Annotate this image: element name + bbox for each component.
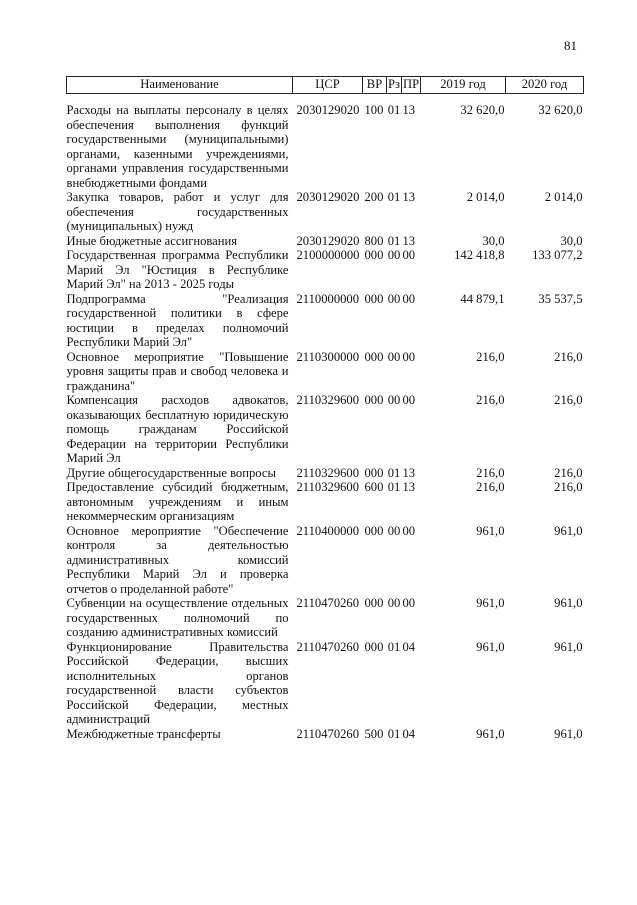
row-2019: 216,0: [476, 465, 505, 480]
row-csr: 2110000000: [296, 291, 360, 306]
row-2019: 216,0: [476, 393, 505, 407]
page-number: 81: [564, 38, 577, 53]
row-rz: 00: [387, 349, 401, 364]
table-row: [67, 248, 584, 292]
row-2020: 961,0: [554, 726, 583, 741]
row-name: Другие общегосударственные вопросы: [66, 465, 276, 480]
budget-table: [66, 76, 584, 741]
row-pr: 13: [402, 103, 416, 117]
table-row: [67, 292, 584, 350]
table-row: [67, 94, 584, 191]
row-pr: 04: [402, 639, 416, 654]
row-pr: 00: [402, 248, 416, 262]
row-2019: 44 879,1: [460, 291, 505, 306]
row-2020: 961,0: [554, 639, 583, 654]
row-2019: 961,0: [476, 639, 505, 654]
row-2020: 32 620,0: [538, 103, 583, 117]
row-vr: 600: [364, 480, 384, 494]
row-csr: 2030129020: [296, 233, 360, 248]
row-pr: 00: [402, 349, 416, 364]
row-rz: 00: [387, 393, 401, 407]
row-rz: 01: [387, 480, 401, 494]
row-2020: 216,0: [554, 393, 583, 407]
row-rz: 01: [387, 639, 401, 654]
row-vr: 500: [364, 726, 384, 741]
row-rz: 01: [387, 726, 401, 741]
row-2019: 961,0: [476, 596, 505, 610]
table-row: [67, 190, 584, 234]
row-pr: 00: [402, 393, 416, 407]
row-vr: 200: [364, 190, 384, 204]
row-2019: 216,0: [476, 349, 505, 364]
row-vr: 000: [364, 465, 384, 480]
row-csr: 2110329600: [296, 480, 360, 494]
row-2019: 30,0: [482, 233, 505, 248]
row-2019: 32 620,0: [460, 103, 505, 117]
row-2020: 961,0: [554, 596, 583, 610]
table-row: [67, 480, 584, 524]
row-rz: 01: [387, 465, 401, 480]
row-name: Закупка товаров, работ и услуг для обеспечения государственных (муниципальных) нужд: [66, 190, 289, 233]
row-2019: 142 418,8: [454, 248, 505, 262]
header-2020: 2020 год: [506, 77, 584, 94]
table-row: [67, 727, 584, 742]
row-vr: 000: [364, 349, 384, 364]
row-vr: 000: [364, 291, 384, 306]
row-name: Иные бюджетные ассигнования: [66, 233, 238, 248]
row-pr: 04: [402, 726, 416, 741]
row-2020: 961,0: [554, 523, 583, 538]
table-row: [67, 640, 584, 727]
row-2020: 216,0: [554, 480, 583, 494]
row-vr: 000: [364, 639, 384, 654]
row-2019: 2 014,0: [466, 190, 505, 204]
row-name: Межбюджетные трансферты: [66, 726, 221, 741]
row-2019: 216,0: [476, 480, 505, 494]
row-2020: 133 077,2: [532, 248, 583, 262]
row-rz: 00: [387, 596, 401, 610]
table-row: [67, 393, 584, 466]
row-csr: 2110470260: [296, 596, 360, 610]
table-row: [67, 234, 584, 249]
row-name: Государственная программа Республики Марий Эл "Юстиция в Республике Марий Эл" на 2013 - 2025 годы: [66, 248, 289, 291]
row-name: Функционирование Правительства Российской Федерации, высших исполнительных органов государственной власти субъектов Российской Федерации, местных администраций: [66, 639, 289, 726]
row-vr: 000: [364, 523, 384, 538]
row-name: Расходы на выплаты персоналу в целях обеспечения выполнения функций государственными (муниципальными) органами, казенными учреждениями, органами управления государственными внебюджетными фондами: [66, 103, 289, 190]
row-rz: 01: [387, 103, 401, 117]
header-csr: ЦСР: [293, 77, 363, 94]
row-csr: 2110329600: [296, 393, 360, 407]
row-csr: 2110470260: [296, 726, 360, 741]
row-csr: 2030129020: [296, 190, 360, 204]
row-csr: 2110470260: [296, 639, 360, 654]
row-pr: 13: [402, 480, 416, 494]
table-header-row: [67, 77, 584, 94]
header-vr: ВР: [363, 77, 387, 94]
row-vr: 000: [364, 596, 384, 610]
row-pr: 13: [402, 190, 416, 204]
row-pr: 13: [402, 465, 416, 480]
row-vr: 100: [364, 103, 384, 117]
header-name: Наименование: [67, 77, 293, 94]
row-csr: 2110400000: [296, 523, 360, 538]
row-name: Компенсация расходов адвокатов, оказывающих бесплатную юридическую помощь гражданам Российской Федерации на территории Республики Марий Эл: [66, 393, 289, 465]
header-2019: 2019 год: [421, 77, 506, 94]
row-rz: 01: [387, 233, 401, 248]
row-rz: 00: [387, 248, 401, 262]
table-row: [67, 466, 584, 481]
row-2019: 961,0: [476, 726, 505, 741]
table-row: [67, 596, 584, 640]
row-2020: 2 014,0: [544, 190, 583, 204]
row-rz: 00: [387, 291, 401, 306]
row-2020: 216,0: [554, 349, 583, 364]
row-csr: 2100000000: [296, 248, 360, 262]
row-2020: 216,0: [554, 465, 583, 480]
row-rz: 01: [387, 190, 401, 204]
row-name: Основное мероприятие "Обеспечение контроля за деятельностью административных комиссий Республики Марий Эл и проверка отчетов о проделанной работе": [66, 523, 289, 596]
row-2020: 35 537,5: [538, 291, 583, 306]
header-rz: Рз: [387, 77, 402, 94]
row-2020: 30,0: [560, 233, 583, 248]
row-rz: 00: [387, 523, 401, 538]
row-name: Предоставление субсидий бюджетным, автономным учреждениям и иным некоммерческим организациям: [66, 480, 289, 523]
row-pr: 00: [402, 596, 416, 610]
row-csr: 2110300000: [296, 349, 360, 364]
row-csr: 2030129020: [296, 103, 360, 117]
row-name: Субвенции на осуществление отдельных государственных полномочий по созданию административных комиссий: [66, 596, 289, 639]
table-row: [67, 350, 584, 394]
table-row: [67, 524, 584, 597]
row-vr: 000: [364, 393, 384, 407]
row-pr: 13: [402, 233, 416, 248]
row-csr: 2110329600: [296, 465, 360, 480]
header-pr: ПР: [402, 77, 421, 94]
row-name: Основное мероприятие "Повышение уровня защиты прав и свобод человека и гражданина": [66, 349, 289, 393]
row-vr: 800: [364, 233, 384, 248]
row-vr: 000: [364, 248, 384, 262]
row-name: Подпрограмма "Реализация государственной политики в сфере юстиции в пределах полномочий Республики Марий Эл": [66, 291, 289, 349]
row-pr: 00: [402, 291, 416, 306]
row-2019: 961,0: [476, 523, 505, 538]
row-pr: 00: [402, 523, 416, 538]
